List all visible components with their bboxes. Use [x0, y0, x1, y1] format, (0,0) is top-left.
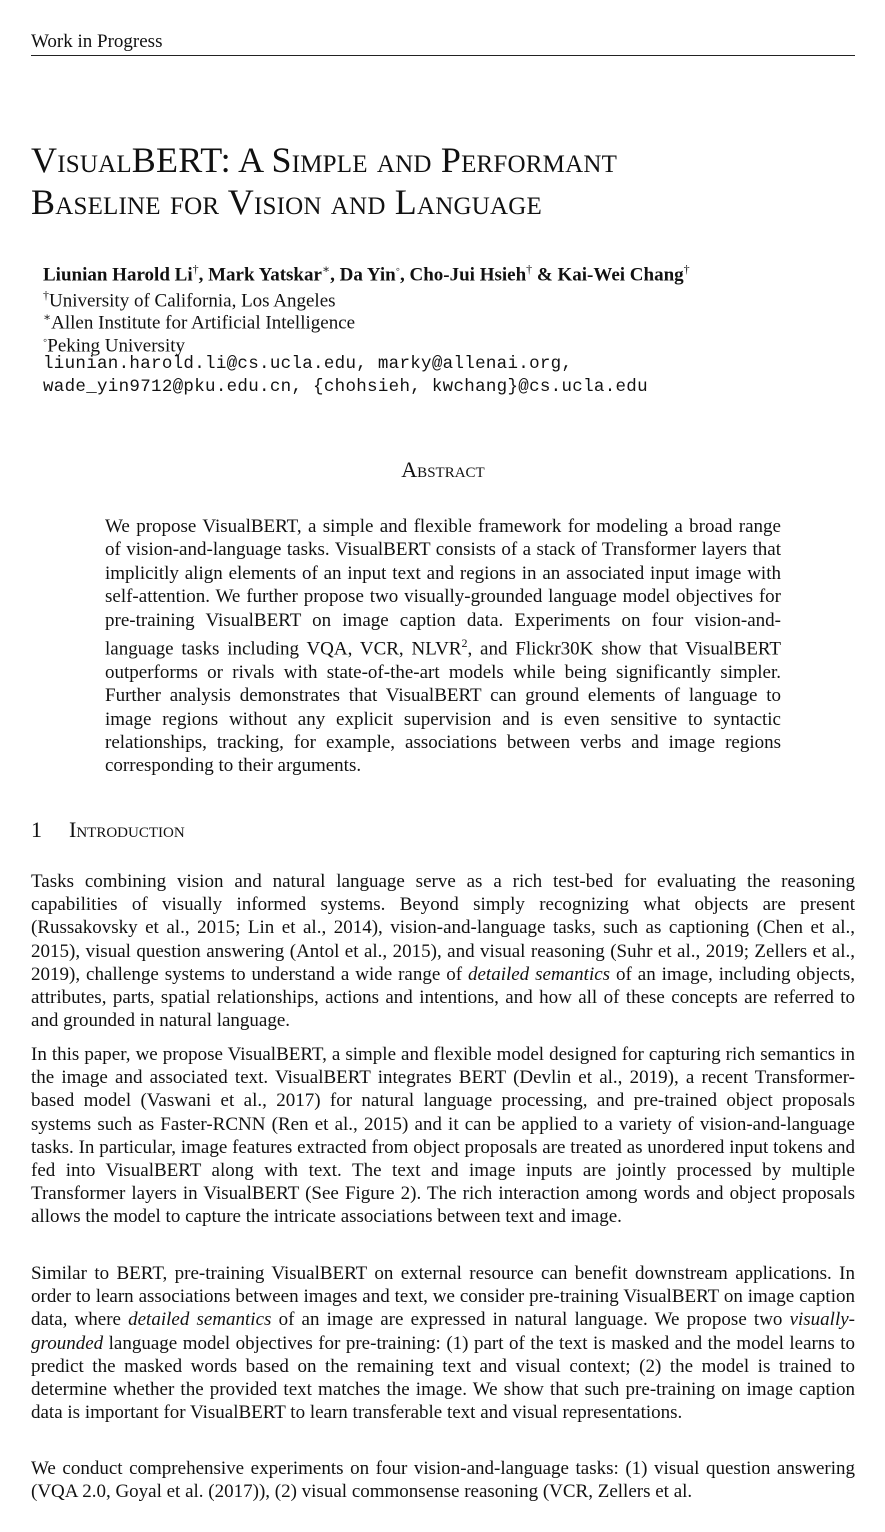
author-name: Mark Yatskar [208, 264, 322, 286]
affiliation-ucla: †University of California, Los Angeles [43, 288, 336, 312]
author-mark: † [683, 262, 690, 276]
affiliation-pku: ◦Peking University [43, 333, 186, 357]
author-name: Kai-Wei Chang [557, 264, 684, 286]
author-list: Liunian Harold Li†, Mark Yatskar∗, Da Yin◦, Cho-Jui Hsieh† & Kai-Wei Chang† [43, 262, 690, 286]
intro-paragraph-4: We conduct comprehensive experiments on four vision-and-language tasks: (1) visual question answering (VQA 2.0, Goyal et al. (2017)), (2) visual commonsense reasoning (VCR, Zellers et al. [31, 1458, 855, 1503]
abstract-text: We propose VisualBERT, a simple and flexible framework for modeling a broad range of vision-and-language tasks. VisualBERT consists of a stack of Transformer layers that implicitly align elements of an input text and regions in an associated input image with self-attention. We further propose two visually-grounded language model objectives for pre-training VisualBERT on image caption data. Experiments on four vision-and-language tasks including VQA, VCR, NLVR$^2$, and Flickr30K show that VisualBERT outperforms or rivals with state-of-the-art models while being significantly simpler. Further analysis demonstrates that VisualBERT can ground elements of language to image regions without any explicit supervision and is even sensitive to syntactic relationships, tracking, for example, associations between verbs and image regions corresponding to their arguments. [105, 516, 781, 777]
paper-title [31, 139, 855, 223]
author-name: Liunian Harold Li [43, 264, 193, 286]
running-head: Work in Progress [31, 30, 855, 56]
title-line-2: Baseline for Vision and Language [31, 182, 542, 222]
author-name: Da Yin [339, 264, 396, 286]
author-mark: † [526, 262, 533, 276]
intro-paragraph-3: Similar to BERT, pre-training VisualBERT on external resource can benefit downstream applications. In order to learn associations between images and text, we consider pre-training VisualBERT on image caption data, where detailed semantics of an image are expressed in natural language. We propose two visually-grounded language model objectives for pre-training: (1) part of the text is masked and the model learns to predict the masked words based on the remaining text and visual context; (2) the model is trained to determine whether the provided text matches the image. We show that such pre-training on image caption data is important for VisualBERT to learn transferable text and visual representations. [31, 1263, 856, 1424]
section-title: Introduction [69, 817, 185, 842]
email-line-1: liunian.harold.li@cs.ucla.edu, marky@allenai.org, [43, 354, 573, 374]
intro-paragraph-2: In this paper, we propose VisualBERT, a simple and flexible model designed for capturing rich semantics in the image and associated text. VisualBERT integrates BERT (Devlin et al., 2019), a recent Transformer-based model (Vaswani et al., 2017) for natural language processing, and pre-trained object proposals systems such as Faster-RCNN (Ren et al., 2015) and it can be applied to a variety of vision-and-language tasks. In particular, image features extracted from object proposals are treated as unordered input tokens and fed into VisualBERT along with text. The text and image inputs are jointly processed by multiple Transformer layers in VisualBERT (See Figure 2). The rich interaction among words and object proposals allows the model to capture the intricate associations between text and image. [31, 1044, 855, 1228]
author-mark: † [192, 262, 199, 276]
section-number: 1 [31, 817, 42, 842]
author-mark: ∗ [321, 262, 331, 276]
abstract-heading: Abstract [401, 457, 485, 482]
section-heading-introduction [31, 817, 855, 843]
title-line-1: VisualBERT: A Simple and Performant [31, 140, 618, 180]
intro-paragraph-1: Tasks combining vision and natural language serve as a rich test-bed for evaluating the reasoning capabilities of visually informed systems. Beyond simply recognizing what objects are present (Russakovsky et al., 2015; Lin et al., 2014), vision-and-language tasks, such as captioning (Chen et al., 2015), visual question answering (Antol et al., 2015), and visual reasoning (Suhr et al., 2019; Zellers et al., 2019), challenge systems to understand a wide range of detailed semantics of an image, including objects, attributes, parts, spatial relationships, actions and intentions, and how all of these concepts are referred to and grounded in natural language. [31, 871, 856, 1032]
author-name: Cho-Jui Hsieh [409, 264, 527, 286]
email-line-2: wade_yin9712@pku.edu.cn, {chohsieh, kwchang}@cs.ucla.edu [43, 377, 648, 397]
affiliation-ai2: ∗Allen Institute for Artificial Intelligence [43, 310, 356, 334]
author-mark: ◦ [395, 262, 400, 276]
